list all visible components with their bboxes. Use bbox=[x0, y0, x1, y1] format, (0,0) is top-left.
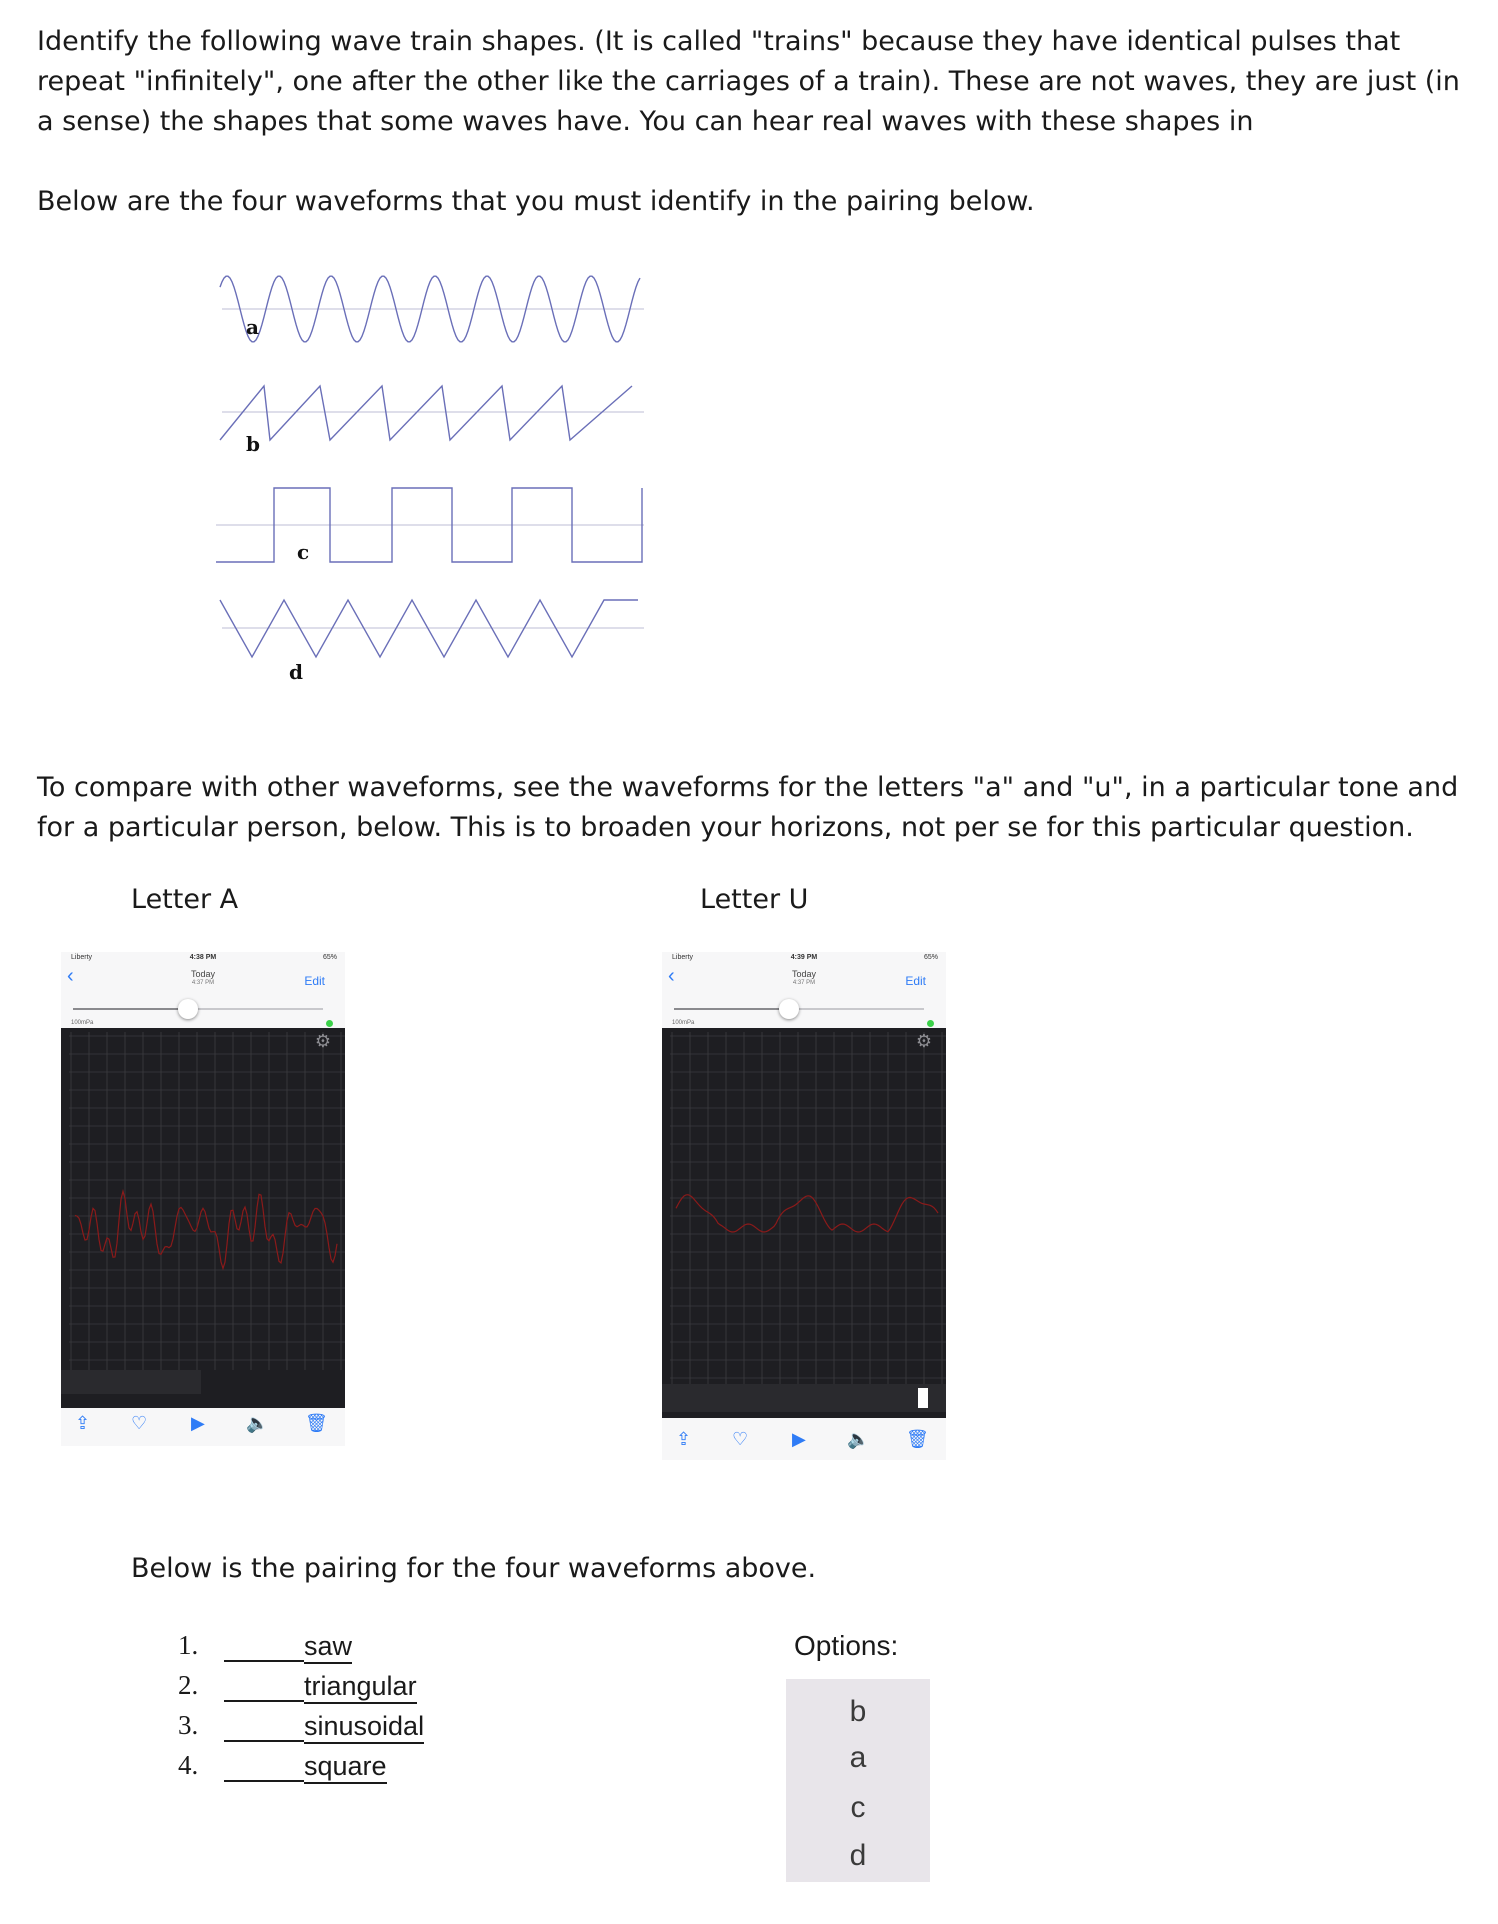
speaker-icon[interactable]: 🔈 bbox=[246, 1413, 269, 1433]
label-b: b bbox=[246, 432, 260, 456]
option-item[interactable]: c bbox=[850, 1791, 866, 1824]
compare-paragraph: To compare with other waveforms, see the waveforms for the letters "a" and "u", in a particular tone and for a particular person, below. This is to broaden your horizons, not per se for this particular question. bbox=[37, 772, 1459, 843]
slider-fill bbox=[674, 1008, 789, 1010]
pairing-number: 3. bbox=[178, 1710, 199, 1740]
saw-wave bbox=[220, 386, 632, 440]
letter-u-phone-screenshot bbox=[662, 952, 946, 1460]
trash-icon[interactable]: 🗑 bbox=[305, 1413, 328, 1433]
pairing-number: 4. bbox=[178, 1750, 199, 1780]
status-time: 4:39 PM bbox=[790, 954, 818, 961]
play-icon[interactable]: ▶ bbox=[191, 1413, 205, 1433]
waveform-d bbox=[220, 600, 644, 684]
options-title: Options: bbox=[794, 1630, 899, 1661]
below-paragraph: Below are the four waveforms that you must identify in the pairing below. bbox=[37, 186, 1035, 217]
letter-u-title: Letter U bbox=[700, 884, 809, 915]
status-battery: 65% bbox=[322, 954, 337, 961]
scale-label: 100mPa bbox=[672, 1020, 695, 1026]
pairing-number: 1. bbox=[178, 1630, 199, 1660]
label-d: d bbox=[289, 660, 303, 684]
heart-icon[interactable]: ♡ bbox=[732, 1429, 749, 1449]
play-icon[interactable]: ▶ bbox=[792, 1429, 806, 1449]
waveform-figure bbox=[212, 262, 662, 702]
label-c: c bbox=[297, 540, 310, 564]
pairing-word: saw bbox=[304, 1630, 352, 1664]
mini-preview-marker bbox=[918, 1388, 928, 1408]
status-dot bbox=[927, 1020, 934, 1027]
speaker-icon[interactable]: 🔈 bbox=[847, 1429, 870, 1449]
level-slider[interactable] bbox=[73, 1008, 323, 1010]
pairing-word: square bbox=[304, 1750, 387, 1784]
pairing-word: triangular bbox=[304, 1670, 417, 1704]
status-carrier: Liberty bbox=[71, 954, 93, 961]
nav-subtitle: 4:37 PM bbox=[191, 980, 215, 986]
slider-fill bbox=[73, 1008, 188, 1010]
mini-preview bbox=[61, 1370, 201, 1394]
answer-blank[interactable] bbox=[224, 1780, 304, 1782]
level-slider[interactable] bbox=[674, 1008, 924, 1010]
letter-a-phone-screenshot bbox=[61, 952, 345, 1446]
heart-icon[interactable]: ♡ bbox=[131, 1413, 148, 1433]
scope-display bbox=[61, 1028, 345, 1408]
slider-knob[interactable] bbox=[178, 999, 198, 1019]
edit-button[interactable]: Edit bbox=[905, 974, 926, 988]
slider-knob[interactable] bbox=[779, 999, 799, 1019]
gear-icon[interactable]: ⚙ bbox=[915, 1031, 932, 1051]
waveform-b bbox=[220, 386, 644, 456]
waveform-c bbox=[216, 488, 644, 564]
bottom-toolbar bbox=[61, 1408, 345, 1442]
nav-title: Today bbox=[791, 969, 817, 979]
share-icon[interactable]: ⇪ bbox=[75, 1413, 91, 1433]
status-battery: 65% bbox=[923, 954, 938, 961]
pairing-heading: Below is the pairing for the four waveforms above. bbox=[131, 1553, 817, 1584]
edit-button[interactable]: Edit bbox=[304, 974, 325, 988]
options-box bbox=[786, 1679, 930, 1882]
pairing-word: sinusoidal bbox=[304, 1710, 424, 1744]
answer-blank[interactable] bbox=[224, 1700, 304, 1702]
nav-subtitle: 4:37 PM bbox=[792, 980, 816, 986]
status-carrier: Liberty bbox=[672, 954, 694, 961]
scope-display bbox=[662, 1028, 946, 1418]
back-chevron-icon[interactable]: ‹ bbox=[668, 965, 675, 987]
option-item[interactable]: b bbox=[849, 1695, 867, 1728]
trash-icon[interactable]: 🗑 bbox=[906, 1429, 929, 1449]
mini-preview bbox=[662, 1384, 946, 1412]
status-time: 4:38 PM bbox=[189, 954, 217, 961]
option-item[interactable]: d bbox=[849, 1839, 867, 1872]
back-chevron-icon[interactable]: ‹ bbox=[67, 965, 74, 987]
bottom-toolbar bbox=[662, 1424, 946, 1458]
label-a: a bbox=[246, 315, 259, 339]
status-dot bbox=[326, 1020, 333, 1027]
answer-blank[interactable] bbox=[224, 1740, 304, 1742]
answer-blank[interactable] bbox=[224, 1660, 304, 1662]
option-item[interactable]: a bbox=[849, 1741, 867, 1774]
share-icon[interactable]: ⇪ bbox=[676, 1429, 692, 1449]
waveform-a bbox=[220, 276, 644, 342]
intro-paragraph: Identify the following wave train shapes. (It is called "trains" because they have identical pulses that repeat "infinitely", one after the other like the carriages of a train). These are not waves, they are just (in a sense) the shapes that some waves have. You can hear real waves with these shapes in bbox=[37, 26, 1460, 137]
nav-title: Today bbox=[190, 969, 216, 979]
scale-label: 100mPa bbox=[71, 1020, 94, 1026]
letter-a-title: Letter A bbox=[131, 884, 239, 915]
gear-icon[interactable]: ⚙ bbox=[314, 1031, 331, 1051]
pairing-number: 2. bbox=[178, 1670, 199, 1700]
